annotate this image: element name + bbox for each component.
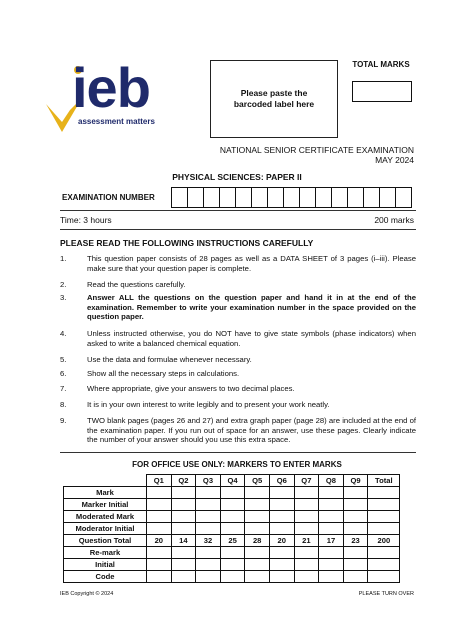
mark-cell[interactable]	[368, 511, 400, 523]
instruction-item	[60, 369, 416, 379]
exam-number-digit[interactable]	[396, 188, 411, 207]
mark-cell[interactable]	[319, 547, 344, 559]
mark-cell: 20	[269, 535, 294, 547]
column-header: Q1	[147, 475, 172, 487]
mark-cell[interactable]	[196, 499, 221, 511]
mark-cell[interactable]	[171, 499, 196, 511]
table-corner	[64, 475, 147, 487]
table-header-row	[64, 475, 400, 487]
mark-cell[interactable]	[245, 511, 270, 523]
mark-cell[interactable]	[294, 511, 319, 523]
row-label: Moderated Mark	[64, 511, 147, 523]
mark-cell[interactable]	[196, 547, 221, 559]
row-label: Initial	[64, 559, 147, 571]
mark-cell[interactable]	[343, 487, 368, 499]
mark-cell[interactable]	[269, 511, 294, 523]
mark-cell[interactable]	[196, 571, 221, 583]
instruction-text: Use the data and formulae whenever necessary.	[87, 355, 252, 364]
mark-cell[interactable]	[343, 571, 368, 583]
exam-number-digit[interactable]	[284, 188, 300, 207]
exam-number-digit[interactable]	[204, 188, 220, 207]
mark-cell[interactable]	[269, 499, 294, 511]
mark-cell[interactable]	[294, 523, 319, 535]
row-label: Code	[64, 571, 147, 583]
mark-cell: 200	[368, 535, 400, 547]
instruction-text: TWO blank pages (pages 26 and 27) and extra graph paper (page 28) are included at the end of the examination paper. If you run out of space for an answer, use these pages. Clearly indicate the number of your answer should you use this extra space.	[87, 416, 416, 445]
turn-over-note: PLEASE TURN OVER	[358, 591, 414, 597]
row-label: Moderator Initial	[64, 523, 147, 535]
mark-cell[interactable]	[220, 499, 245, 511]
table-row	[64, 487, 400, 499]
barcode-label-area	[210, 60, 338, 138]
column-header: Q7	[294, 475, 319, 487]
exam-number-digit[interactable]	[332, 188, 348, 207]
mark-cell[interactable]	[245, 523, 270, 535]
table-row	[64, 559, 400, 571]
instruction-number: 3.	[60, 293, 67, 302]
exam-number-boxes[interactable]	[171, 187, 412, 208]
barcode-prompt: Please paste the barcoded label here	[233, 88, 315, 109]
mark-cell[interactable]	[368, 547, 400, 559]
mark-cell[interactable]	[220, 547, 245, 559]
mark-cell[interactable]	[319, 487, 344, 499]
mark-cell[interactable]	[294, 571, 319, 583]
time-allowed: Time: 3 hours	[60, 215, 112, 225]
mark-cell[interactable]	[368, 487, 400, 499]
mark-cell[interactable]	[368, 499, 400, 511]
row-label: Re-mark	[64, 547, 147, 559]
office-use-heading: FOR OFFICE USE ONLY: MARKERS TO ENTER MARKS	[132, 460, 342, 469]
mark-cell[interactable]	[147, 499, 172, 511]
mark-cell[interactable]	[171, 547, 196, 559]
mark-cell[interactable]	[147, 511, 172, 523]
exam-number-digit[interactable]	[220, 188, 236, 207]
mark-cell[interactable]	[269, 559, 294, 571]
mark-cell[interactable]	[245, 547, 270, 559]
copyright: IEB Copyright © 2024	[60, 591, 114, 597]
mark-cell[interactable]	[220, 571, 245, 583]
divider	[60, 210, 416, 211]
mark-cell[interactable]	[245, 487, 270, 499]
mark-cell: 20	[147, 535, 172, 547]
mark-cell: 28	[245, 535, 270, 547]
total-marks-text: 200 marks	[374, 215, 414, 225]
mark-cell[interactable]	[368, 559, 400, 571]
mark-cell[interactable]	[343, 559, 368, 571]
column-header: Q3	[196, 475, 221, 487]
instructions-heading: PLEASE READ THE FOLLOWING INSTRUCTIONS CAREFULLY	[60, 238, 314, 248]
mark-cell[interactable]	[147, 571, 172, 583]
column-header: Q2	[171, 475, 196, 487]
mark-cell[interactable]	[220, 511, 245, 523]
mark-cell[interactable]	[220, 559, 245, 571]
instruction-text: Where appropriate, give your answers to two decimal places.	[87, 384, 295, 393]
mark-cell[interactable]	[294, 487, 319, 499]
mark-cell[interactable]	[147, 487, 172, 499]
instruction-number: 5.	[60, 355, 67, 364]
exam-name: NATIONAL SENIOR CERTIFICATE EXAMINATION	[219, 145, 414, 155]
mark-cell[interactable]	[269, 571, 294, 583]
logo-text: ieb	[72, 56, 150, 119]
mark-cell: 23	[343, 535, 368, 547]
mark-cell[interactable]	[196, 559, 221, 571]
instruction-item	[60, 280, 416, 290]
exam-number-digit[interactable]	[252, 188, 268, 207]
exam-number-digit[interactable]	[364, 188, 380, 207]
row-label: Marker Initial	[64, 499, 147, 511]
instruction-number: 9.	[60, 416, 67, 425]
table-row	[64, 547, 400, 559]
mark-cell[interactable]	[368, 571, 400, 583]
mark-cell[interactable]	[343, 547, 368, 559]
mark-cell[interactable]	[220, 523, 245, 535]
paper-title: PHYSICAL SCIENCES: PAPER II	[172, 172, 302, 182]
instruction-text: It is in your own interest to write legibly and to present your work neatly.	[87, 400, 330, 409]
mark-cell[interactable]	[294, 499, 319, 511]
exam-number-digit[interactable]	[380, 188, 396, 207]
instruction-text: Read the questions carefully.	[87, 280, 186, 289]
table-row	[64, 523, 400, 535]
mark-cell[interactable]	[245, 499, 270, 511]
instruction-item	[60, 293, 416, 322]
mark-cell: 14	[171, 535, 196, 547]
table-row	[64, 535, 400, 547]
instruction-item	[60, 355, 416, 365]
column-header: Q6	[269, 475, 294, 487]
mark-cell[interactable]	[294, 547, 319, 559]
divider	[60, 229, 416, 230]
divider	[60, 452, 416, 453]
mark-cell[interactable]	[147, 559, 172, 571]
exam-number-digit[interactable]	[348, 188, 364, 207]
table-row	[64, 499, 400, 511]
logo-tagline: assessment matters	[78, 117, 155, 126]
mark-cell[interactable]	[269, 487, 294, 499]
mark-cell[interactable]	[343, 523, 368, 535]
mark-cell[interactable]	[269, 547, 294, 559]
mark-cell[interactable]	[171, 511, 196, 523]
instruction-number: 4.	[60, 329, 67, 338]
instruction-number: 7.	[60, 384, 67, 393]
instruction-text: This question paper consists of 28 pages as well as a DATA SHEET of 3 pages (i–iii). Please make sure that your question paper is complete.	[87, 254, 416, 273]
total-marks-label: TOTAL MARKS	[352, 60, 410, 69]
column-header: Q5	[245, 475, 270, 487]
total-marks-box[interactable]	[352, 81, 412, 102]
instruction-item	[60, 329, 416, 348]
exam-number-digit[interactable]	[188, 188, 204, 207]
mark-cell[interactable]	[319, 499, 344, 511]
instruction-text: Answer ALL the questions on the question paper and hand it in at the end of the examination. Remember to write your examination number in the space provided on the question paper.	[87, 293, 416, 322]
mark-cell[interactable]	[368, 523, 400, 535]
mark-cell[interactable]	[171, 559, 196, 571]
mark-cell[interactable]	[147, 547, 172, 559]
instruction-number: 1.	[60, 254, 67, 263]
mark-cell[interactable]	[196, 487, 221, 499]
mark-cell[interactable]	[171, 523, 196, 535]
mark-cell: 32	[196, 535, 221, 547]
mark-cell[interactable]	[147, 523, 172, 535]
exam-number-label: EXAMINATION NUMBER	[62, 193, 155, 202]
mark-cell[interactable]	[220, 487, 245, 499]
mark-cell[interactable]	[171, 487, 196, 499]
column-header: Q8	[319, 475, 344, 487]
mark-cell: 21	[294, 535, 319, 547]
exam-number-digit[interactable]	[300, 188, 316, 207]
mark-cell[interactable]	[319, 571, 344, 583]
column-header: Total	[368, 475, 400, 487]
instruction-item	[60, 254, 416, 273]
exam-number-digit[interactable]	[268, 188, 284, 207]
mark-cell[interactable]	[319, 511, 344, 523]
instruction-number: 8.	[60, 400, 67, 409]
mark-cell[interactable]	[343, 511, 368, 523]
exam-number-digit[interactable]	[316, 188, 332, 207]
mark-cell: 25	[220, 535, 245, 547]
mark-cell[interactable]	[245, 559, 270, 571]
mark-cell[interactable]	[196, 511, 221, 523]
instruction-text: Unless instructed otherwise, you do NOT have to give state symbols (phase indicators) when asked to write a balanced chemical equation.	[87, 329, 416, 348]
instruction-number: 2.	[60, 280, 67, 289]
instruction-item	[60, 400, 416, 410]
instruction-number: 6.	[60, 369, 67, 378]
column-header: Q4	[220, 475, 245, 487]
marks-table	[63, 474, 400, 583]
mark-cell[interactable]	[245, 571, 270, 583]
mark-cell[interactable]	[196, 523, 221, 535]
row-label: Question Total	[64, 535, 147, 547]
table-row	[64, 511, 400, 523]
row-label: Mark	[64, 487, 147, 499]
exam-date: MAY 2024	[375, 155, 414, 165]
instruction-item	[60, 384, 416, 394]
mark-cell[interactable]	[171, 571, 196, 583]
instruction-text: Show all the necessary steps in calculations.	[87, 369, 240, 378]
table-row	[64, 571, 400, 583]
mark-cell[interactable]	[319, 559, 344, 571]
instruction-item	[60, 416, 416, 445]
mark-cell[interactable]	[319, 523, 344, 535]
mark-cell[interactable]	[294, 559, 319, 571]
mark-cell[interactable]	[269, 523, 294, 535]
exam-number-digit[interactable]	[236, 188, 252, 207]
mark-cell[interactable]	[343, 499, 368, 511]
column-header: Q9	[343, 475, 368, 487]
mark-cell: 17	[319, 535, 344, 547]
exam-number-digit[interactable]	[172, 188, 188, 207]
